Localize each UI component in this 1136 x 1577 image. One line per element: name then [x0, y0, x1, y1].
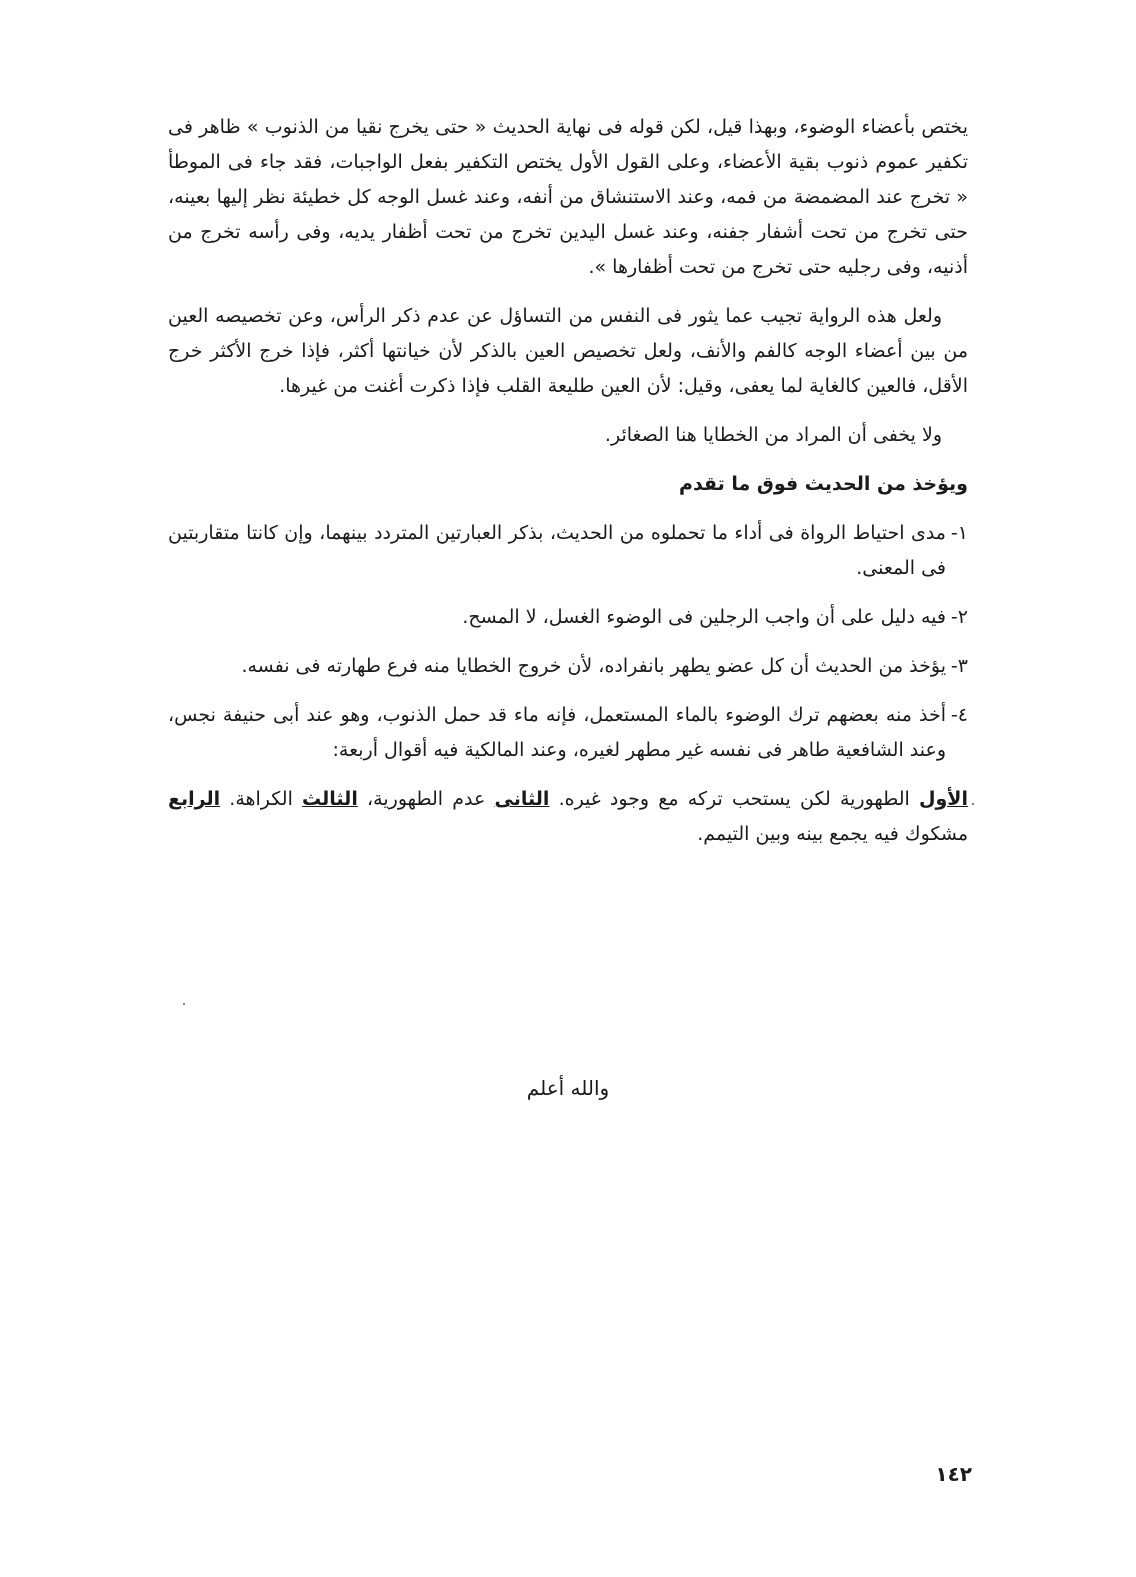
point-text: أخذ منه بعضهم ترك الوضوء بالماء المستعمل، فإنه ماء قد حمل الذنوب، وهو عند أبى حنيفة نجس، وعند الشافعية طاهر فى نفسه غير مطهر لغيره، وعند المالكية فيه أقوال أربعة:: [168, 704, 946, 761]
page-number: ١٤٢: [935, 1462, 972, 1486]
opinion-text-first: الطهورية لكن يستحب تركه مع وجود غيره.: [558, 788, 910, 810]
opinion-text-fourth: مشكوك فيه يجمع بينه وبين التيمم.: [697, 823, 968, 845]
scan-speck: [972, 803, 974, 805]
section-heading: ويؤخذ من الحديث فوق ما تقدم: [679, 473, 968, 495]
point-number: ٣-: [950, 655, 968, 677]
numbered-point: [168, 698, 968, 768]
numbered-point: [168, 600, 968, 635]
paragraph-hadith-commentary: يختص بأعضاء الوضوء، وبهذا قيل، لكن قوله فى نهاية الحديث « حتى يخرج نقيا من الذنوب » ظاهر فى تكفير عموم ذنوب بقية الأعضاء، وعلى القول الأول يختص التكفير بفعل الواجبات، فقد جاء فى الموطأ « تخرج عند المضمضة من فمه، وعند الاستنشاق من أنفه، وعند غسل الوجه كل خطيئة نظر إليها بعينه، حتى تخرج من تحت أشفار جفنه، وعند غسل اليدين تخرج من تحت أظفار يديه، وفى رأسه تخرج من أذنيه، وفى رجليه حتى تخرج من تحت أظفارها ».: [168, 116, 968, 278]
opinion-label-third: الثالث: [302, 788, 358, 810]
closing-phrase: والله أعلم: [526, 1076, 610, 1100]
body-text: [168, 110, 968, 852]
point-text: فيه دليل على أن واجب الرجلين فى الوضوء الغسل، لا المسح.: [462, 606, 946, 628]
numbered-point: [168, 516, 968, 586]
point-number: ٢-: [950, 606, 968, 628]
point-number: ١-: [950, 522, 968, 544]
opinion-text-second: عدم الطهورية،: [367, 788, 486, 810]
scan-speck: [183, 1003, 185, 1005]
paragraph-narration-explanation: ولعل هذه الرواية تجيب عما يثور فى النفس من التساؤل عن عدم ذكر الرأس، وعن تخصيصه العين من بين أعضاء الوجه كالفم والأنف، ولعل تخصيص العين بالذكر لأن خيانتها أكثر، فإذا خرج الأكثر خرج الأقل، فالعين كالغاية لما يعفى، وقيل: لأن العين طليعة القلب فإذا ذكرت أغنت من غيرها.: [168, 305, 968, 397]
point-number: ٤-: [950, 704, 968, 726]
opinion-label-fourth: الرابع: [168, 788, 221, 810]
opinion-label-second: الثانى: [494, 788, 550, 810]
maliki-opinions: [168, 782, 968, 852]
opinion-text-third: الكراهة.: [229, 788, 293, 810]
point-text: يؤخذ من الحديث أن كل عضو يطهر بانفراده، لأن خروج الخطايا منه فرع طهارته فى نفسه.: [241, 655, 946, 677]
opinion-label-first: الأول: [919, 788, 968, 810]
numbered-point: [168, 649, 968, 684]
point-text: مدى احتياط الرواة فى أداء ما تحملوه من الحديث، بذكر العبارتين المتردد بينهما، وإن كانتا متقاربتين فى المعنى.: [168, 522, 946, 579]
paragraph-minor-sins-note: ولا يخفى أن المراد من الخطايا هنا الصغائر.: [604, 424, 942, 446]
